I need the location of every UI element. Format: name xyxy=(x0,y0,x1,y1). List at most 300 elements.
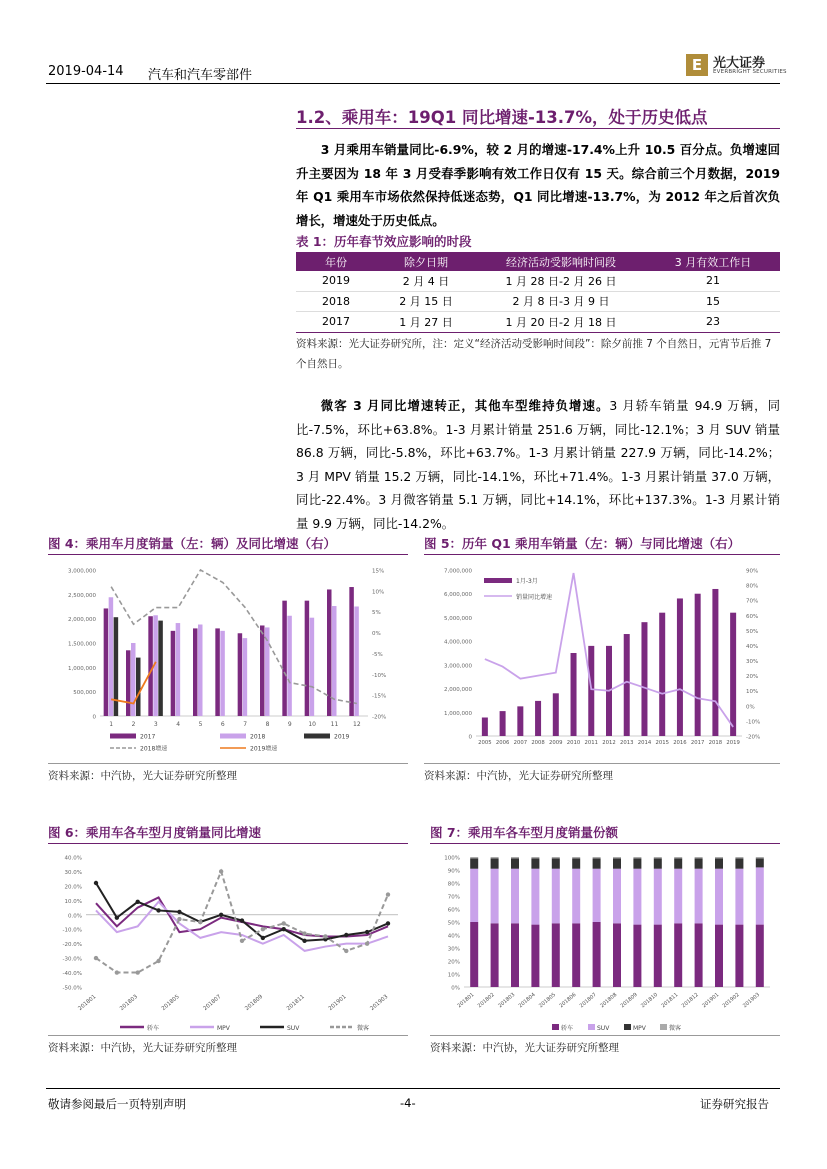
bar-微客-201903 xyxy=(756,857,764,858)
report-date: 2019-04-14 xyxy=(48,64,124,79)
x-tick-label: 2006 xyxy=(495,740,510,746)
legend-swatch-微客 xyxy=(660,1024,667,1030)
x-tick-label: 4 xyxy=(176,721,181,728)
point-SUV xyxy=(177,910,181,914)
legend-swatch-volume xyxy=(484,578,512,583)
fig6-source: 资料来源：中汽协，光大证券研究所整理 xyxy=(48,1042,237,1054)
bar-2017-8 xyxy=(260,625,265,716)
bar-2013 xyxy=(624,634,630,736)
x-tick-label: 201805 xyxy=(538,991,558,1010)
point-微客 xyxy=(219,869,223,873)
y-tick-label: 60% xyxy=(746,613,759,620)
fig5-title: 图 5：历年 Q1 乘用车销量（左：辆）与同比增速（右） xyxy=(424,536,741,551)
y-tick-label: 1,000,000 xyxy=(68,665,96,672)
y-tick-label: 7,000,000 xyxy=(444,568,472,575)
bar-微客-201808 xyxy=(613,857,621,858)
y-tick-label: 60% xyxy=(447,907,460,914)
bar-2017 xyxy=(695,594,701,736)
y-tick-label: 6,000,000 xyxy=(444,592,472,599)
y-tick-label: 80% xyxy=(447,881,460,888)
bar-2019 xyxy=(730,613,736,736)
legend-swatch-2017 xyxy=(110,734,136,739)
fig5-source: 资料来源：中汽协，光大证券研究所整理 xyxy=(424,770,613,782)
point-微客 xyxy=(386,892,390,896)
bar-SUV-201807 xyxy=(593,869,601,922)
bar-轿车-201810 xyxy=(654,925,662,987)
x-tick-label: 1 xyxy=(109,721,114,728)
x-tick-label: 2013 xyxy=(619,740,634,746)
bar-SUV-201901 xyxy=(715,869,723,925)
legend-label-growth: 销量同比增速 xyxy=(516,594,553,601)
y-tick-label: 50% xyxy=(746,628,759,635)
bar-SUV-201810 xyxy=(654,869,662,925)
x-tick-label: 201802 xyxy=(476,991,496,1010)
point-微客 xyxy=(198,920,202,924)
x-tick-label: 2014 xyxy=(637,740,652,746)
point-微客 xyxy=(177,917,181,921)
y-tick-label: 10% xyxy=(372,589,385,596)
bar-2017-5 xyxy=(193,628,198,716)
y-tick-label: -30.0% xyxy=(62,956,82,963)
point-微客 xyxy=(240,939,244,943)
y-tick-label: 15% xyxy=(372,568,385,575)
x-tick-label: 201903 xyxy=(369,993,390,1013)
legend-label-轿车: 轿车 xyxy=(147,1025,160,1032)
x-tick-label: 10 xyxy=(308,721,316,728)
x-tick-label: 201901 xyxy=(701,991,721,1010)
line-MPV xyxy=(96,902,388,951)
legend-label-微客: 微客 xyxy=(357,1025,370,1032)
bar-轿车-201903 xyxy=(756,925,764,987)
bar-SUV-201903 xyxy=(756,867,764,924)
legend-label-2018: 2018 xyxy=(250,733,266,741)
legend-swatch-轿车 xyxy=(552,1024,559,1030)
company-name: 光大证券 xyxy=(713,56,766,71)
y-tick-label: 30% xyxy=(746,659,759,666)
bar-微客-201801 xyxy=(470,857,478,858)
bar-2017-6 xyxy=(215,628,220,716)
table-cell: 23 xyxy=(646,312,780,333)
point-SUV xyxy=(282,927,286,931)
y-tick-label: 40% xyxy=(447,933,460,940)
point-SUV xyxy=(156,908,160,912)
fig7-svg xyxy=(430,847,780,1033)
x-tick-label: 2007 xyxy=(513,740,528,746)
bar-微客-201807 xyxy=(593,857,601,858)
x-tick-label: 3 xyxy=(153,721,158,728)
fig5-source-rule xyxy=(424,763,780,764)
company-logo-icon: E xyxy=(686,54,708,76)
legend-label-2019: 2019 xyxy=(334,733,350,741)
bar-轿车-201812 xyxy=(695,923,703,987)
table-cell: 2 月 8 日-3 月 9 日 xyxy=(476,291,646,312)
fig6-chart xyxy=(48,847,408,1033)
bar-2018-9 xyxy=(287,616,292,716)
y-tick-label: 500,000 xyxy=(73,690,96,697)
bar-SUV-201804 xyxy=(531,869,539,925)
bar-微客-201804 xyxy=(531,857,539,858)
fig4-source: 资料来源：中汽协，光大证券研究所整理 xyxy=(48,770,237,782)
bar-微客-201805 xyxy=(552,857,560,858)
bar-2010 xyxy=(571,653,577,736)
legend-label-轿车: 轿车 xyxy=(561,1025,574,1032)
y-tick-label: -50.0% xyxy=(62,985,82,992)
company-name-en: EVERBRIGHT SECURITIES xyxy=(713,69,787,75)
y-tick-label: 80% xyxy=(746,583,759,590)
x-tick-label: 201808 xyxy=(599,991,619,1010)
y-tick-label: 100% xyxy=(444,855,460,862)
bar-MPV-201806 xyxy=(572,858,580,868)
footer-disclaimer: 敬请参阅最后一页特别声明 xyxy=(48,1097,186,1111)
fig7-title: 图 7：乘用车各车型月度销量份额 xyxy=(430,825,619,840)
bar-2018-4 xyxy=(176,623,181,716)
x-tick-label: 2010 xyxy=(566,740,581,746)
table-cell: 2019 xyxy=(296,271,376,291)
y-tick-label: 10% xyxy=(746,689,759,696)
bar-MPV-201801 xyxy=(470,858,478,868)
x-tick-label: 201810 xyxy=(640,991,660,1010)
point-微客 xyxy=(136,970,140,974)
bar-2018-12 xyxy=(354,607,359,717)
table-header: 经济活动受影响时间段 xyxy=(476,252,646,271)
bar-MPV-201901 xyxy=(715,858,723,868)
point-微客 xyxy=(365,941,369,945)
y-tick-label: 40.0% xyxy=(64,855,82,862)
bar-2017-3 xyxy=(148,616,153,716)
fig5-rule xyxy=(424,554,780,555)
fig4-title: 图 4：乘用车月度销量（左：辆）及同比增速（右） xyxy=(48,536,337,551)
bar-2017-9 xyxy=(282,601,287,716)
point-微客 xyxy=(94,956,98,960)
x-tick-label: 2015 xyxy=(655,740,669,746)
bar-轿车-201811 xyxy=(674,923,682,987)
table-cell: 2 月 15 日 xyxy=(376,291,476,312)
y-tick-label: 2,500,000 xyxy=(68,592,96,599)
bar-SUV-201812 xyxy=(695,869,703,924)
table-header: 年份 xyxy=(296,252,376,271)
point-SUV xyxy=(261,936,265,940)
bar-微客-201811 xyxy=(674,857,682,858)
bar-2018 xyxy=(712,589,718,736)
table-cell: 1 月 20 日-2 月 18 日 xyxy=(476,312,646,333)
point-微客 xyxy=(261,927,265,931)
bar-轿车-201806 xyxy=(572,923,580,987)
bar-SUV-201806 xyxy=(572,869,580,924)
table-cell: 2 月 4 日 xyxy=(376,271,476,291)
legend-label-SUV: SUV xyxy=(287,1025,300,1032)
paragraph-2-lead: 微客 3 月同比增速转正，其他车型维持负增速。 xyxy=(320,398,610,413)
bar-2005 xyxy=(482,718,488,736)
table-cell: 1 月 27 日 xyxy=(376,312,476,333)
paragraph-2-body: 3 月轿车销量 94.9 万辆，同比-7.5%，环比+63.8%。1-3 月累计销量 251.6 万辆，同比-12.1%；3 月 SUV 销量 86.8 万辆，同比-5.8%，环比+63.7%。1-3 月累计销量 227.9 万辆，同比-14.2%；3 月 MPV 销量 15.2 万辆，同比-14.1%，环比+71.4%。1-3 月累计销量 37.0 万辆，同比-22.4%。3 月微客销量 5.1 万辆，同比+14.1%，环比+137.3%。1-3 月累计销量 9.9 万辆，同比-14.2%。 xyxy=(296,398,781,531)
y-tick-label: 20% xyxy=(746,674,759,681)
bar-微客-201812 xyxy=(695,857,703,858)
page-number: -4- xyxy=(400,1096,416,1110)
point-微客 xyxy=(323,934,327,938)
bar-MPV-201803 xyxy=(511,858,519,868)
y-tick-label: -10.0% xyxy=(62,927,82,934)
line-2018增速 xyxy=(111,570,357,703)
point-SUV xyxy=(115,915,119,919)
x-tick-label: 201902 xyxy=(721,991,741,1010)
bar-SUV-201802 xyxy=(491,869,499,924)
y-tick-label: 90% xyxy=(746,568,759,575)
report-sector: 汽车和汽车零部件 xyxy=(148,68,253,83)
table-header: 3 月有效工作日 xyxy=(646,252,780,271)
x-tick-label: 8 xyxy=(265,721,270,728)
fig6-rule xyxy=(48,843,408,844)
bar-2018-6 xyxy=(220,631,225,716)
x-tick-label: 12 xyxy=(353,721,361,728)
y-tick-label: 30% xyxy=(447,946,460,953)
legend-label-MPV: MPV xyxy=(217,1025,230,1032)
bar-MPV-201903 xyxy=(756,858,764,867)
fig5-chart xyxy=(424,558,780,760)
section-divider xyxy=(296,128,780,129)
y-tick-label: 0% xyxy=(372,631,381,638)
y-tick-label: 5,000,000 xyxy=(444,615,472,622)
y-tick-label: 5% xyxy=(372,610,381,617)
bar-SUV-201809 xyxy=(633,869,641,925)
bar-2014 xyxy=(641,622,647,736)
fig4-source-rule xyxy=(48,763,408,764)
y-tick-label: -15% xyxy=(372,693,387,700)
bar-2019-2 xyxy=(136,658,141,716)
y-tick-label: 0 xyxy=(92,714,96,721)
fig6-title: 图 6：乘用车各车型月度销量同比增速 xyxy=(48,825,262,840)
bar-2009 xyxy=(553,693,559,736)
bar-2018-7 xyxy=(243,638,248,716)
y-tick-label: 2,000,000 xyxy=(444,687,472,694)
x-tick-label: 5 xyxy=(198,721,203,728)
bar-微客-201806 xyxy=(572,857,580,858)
bar-轿车-201801 xyxy=(470,922,478,987)
point-SUV xyxy=(219,913,223,917)
bar-MPV-201804 xyxy=(531,858,539,868)
y-tick-label: -20% xyxy=(746,734,761,741)
bar-MPV-201812 xyxy=(695,858,703,868)
bar-2006 xyxy=(500,711,506,736)
bar-SUV-201902 xyxy=(735,869,743,925)
y-tick-label: 70% xyxy=(447,894,460,901)
bar-轿车-201902 xyxy=(735,925,743,987)
table-cell: 2017 xyxy=(296,312,376,333)
bar-SUV-201803 xyxy=(511,869,519,924)
y-tick-label: 3,000,000 xyxy=(444,663,472,670)
bar-SUV-201801 xyxy=(470,869,478,922)
x-tick-label: 201811 xyxy=(660,991,680,1010)
x-tick-label: 201803 xyxy=(119,993,139,1013)
bar-微客-201802 xyxy=(491,857,499,858)
bar-2017-1 xyxy=(104,608,109,716)
bar-微客-201810 xyxy=(654,857,662,858)
x-tick-label: 9 xyxy=(287,721,292,728)
bar-轿车-201804 xyxy=(531,925,539,987)
x-tick-label: 6 xyxy=(220,721,225,728)
x-tick-label: 201801 xyxy=(456,991,476,1010)
bar-轿车-201808 xyxy=(613,923,621,987)
y-tick-label: 4,000,000 xyxy=(444,639,472,646)
bar-SUV-201811 xyxy=(674,869,682,924)
legend-swatch-2018 xyxy=(220,734,246,739)
legend-label-SUV: SUV xyxy=(597,1025,610,1032)
x-tick-label: 201801 xyxy=(77,993,98,1013)
y-tick-label: 1,000,000 xyxy=(444,710,472,717)
bar-MPV-201808 xyxy=(613,858,621,868)
bar-2018-1 xyxy=(109,597,114,716)
line-SUV xyxy=(96,883,388,941)
bar-轿车-201809 xyxy=(633,925,641,987)
table-note: 资料来源：光大证券研究所，注：定义“经济活动受影响时间段”：除夕前推 7 个自然日，元宵节后推 7 个自然日。 xyxy=(296,338,772,370)
legend-swatch-MPV xyxy=(624,1024,631,1030)
y-tick-label: 50% xyxy=(447,920,460,927)
bar-MPV-201902 xyxy=(735,858,743,868)
point-微客 xyxy=(115,970,119,974)
y-tick-label: 40% xyxy=(746,643,759,650)
x-tick-label: 2 xyxy=(131,721,136,728)
point-SUV xyxy=(94,881,98,885)
bar-微客-201901 xyxy=(715,857,723,858)
bar-2016 xyxy=(677,598,683,736)
y-tick-label: 3,000,000 xyxy=(68,568,96,575)
y-tick-label: 1,500,000 xyxy=(68,641,96,648)
x-tick-label: 201812 xyxy=(680,991,700,1010)
x-tick-label: 11 xyxy=(330,721,339,728)
table-cell: 21 xyxy=(646,271,780,291)
point-微客 xyxy=(156,959,160,963)
table-caption: 表 1：历年春节效应影响的时段 xyxy=(296,234,472,249)
y-tick-label: 30.0% xyxy=(64,869,82,876)
x-tick-label: 201806 xyxy=(558,991,578,1010)
bar-2007 xyxy=(517,706,523,736)
header-divider xyxy=(46,83,780,84)
y-tick-label: -10% xyxy=(746,719,761,726)
y-tick-label: 2,000,000 xyxy=(68,617,96,624)
bar-2017-10 xyxy=(305,601,310,716)
y-tick-label: 20.0% xyxy=(64,884,82,891)
x-tick-label: 201901 xyxy=(327,993,348,1013)
y-tick-label: 20% xyxy=(447,959,460,966)
bar-2018-10 xyxy=(310,618,315,716)
bar-轿车-201807 xyxy=(593,922,601,987)
x-tick-label: 2009 xyxy=(549,740,563,746)
bar-2017-2 xyxy=(126,650,131,716)
y-tick-label: 90% xyxy=(447,868,460,875)
x-tick-label: 201804 xyxy=(517,991,537,1010)
paragraph-1: 3 月乘用车销量同比-6.9%，较 2 月的增速-17.4%上升 10.5 百分点。负增速回升主要因为 18 年 3 月受春季影响有效工作日仅有 15 天。综合前三个月数据，2019 年 Q1 乘用车市场依然保持低迷态势，Q1 同比增速-13.7%，为 2012 年之后首次负增长，增速处于历史低点。 xyxy=(296,142,780,228)
table-header: 除夕日期 xyxy=(376,252,476,271)
y-tick-label: 0.0% xyxy=(68,913,82,920)
fig5-svg xyxy=(424,558,780,760)
y-tick-label: 0 xyxy=(468,734,472,741)
point-微客 xyxy=(344,949,348,953)
bar-微客-201902 xyxy=(735,857,743,858)
y-tick-label: 10% xyxy=(447,972,460,979)
x-tick-label: 2019 xyxy=(726,740,740,746)
x-tick-label: 2011 xyxy=(584,740,599,746)
x-tick-label: 201803 xyxy=(497,991,517,1010)
bar-2018-2 xyxy=(131,643,136,716)
bar-2017-4 xyxy=(171,631,176,716)
bar-MPV-201811 xyxy=(674,858,682,868)
fig6-svg xyxy=(48,847,408,1033)
section-title: 1.2、乘用车：19Q1 同比增速-13.7%，处于历史低点 xyxy=(296,108,708,127)
fig7-source: 资料来源：中汽协，光大证券研究所整理 xyxy=(430,1042,619,1054)
point-SUV xyxy=(344,933,348,937)
x-tick-label: 201805 xyxy=(160,993,181,1013)
point-微客 xyxy=(282,921,286,925)
x-tick-label: 2008 xyxy=(531,740,545,746)
y-tick-label: 70% xyxy=(746,598,759,605)
bar-MPV-201810 xyxy=(654,858,662,868)
x-tick-label: 2005 xyxy=(478,740,492,746)
y-tick-label: 0% xyxy=(451,985,460,992)
table-row xyxy=(296,291,780,312)
y-tick-label: -20.0% xyxy=(62,942,82,949)
point-SUV xyxy=(240,918,244,922)
y-tick-label: -40.0% xyxy=(62,971,82,978)
x-tick-label: 201809 xyxy=(619,991,639,1010)
point-微客 xyxy=(302,931,306,935)
legend-label-2018增速: 2018增速 xyxy=(140,745,168,753)
x-tick-label: 7 xyxy=(243,721,248,728)
bar-MPV-201802 xyxy=(491,858,499,868)
legend-swatch-SUV xyxy=(588,1024,595,1030)
bar-轿车-201803 xyxy=(511,923,519,987)
fig4-chart xyxy=(48,558,408,760)
x-tick-label: 2017 xyxy=(690,740,705,746)
x-tick-label: 2012 xyxy=(602,740,616,746)
footer-report-type: 证券研究报告 xyxy=(700,1097,769,1111)
legend-label-MPV: MPV xyxy=(633,1025,646,1032)
fig4-svg xyxy=(48,558,408,760)
bar-2011 xyxy=(588,646,594,736)
bar-微客-201809 xyxy=(633,857,641,858)
fig6-source-rule xyxy=(48,1035,408,1036)
legend-swatch-2019 xyxy=(304,734,330,739)
point-SUV xyxy=(302,939,306,943)
x-tick-label: 2016 xyxy=(673,740,687,746)
x-tick-label: 201811 xyxy=(285,993,306,1013)
fig7-chart xyxy=(430,847,780,1033)
bar-轿车-201805 xyxy=(552,923,560,987)
legend-label-2019增速: 2019增速 xyxy=(250,745,278,753)
fig7-source-rule xyxy=(430,1035,780,1036)
point-SUV xyxy=(386,921,390,925)
bar-MPV-201809 xyxy=(633,858,641,868)
bar-2015 xyxy=(659,613,665,736)
table-cell: 2018 xyxy=(296,291,376,312)
bar-2017-12 xyxy=(349,587,354,716)
bar-2018-5 xyxy=(198,625,203,716)
y-tick-label: -20% xyxy=(372,714,387,721)
bar-SUV-201805 xyxy=(552,869,560,924)
holiday-table xyxy=(296,252,780,333)
y-tick-label: 10.0% xyxy=(64,898,82,905)
x-tick-label: 201807 xyxy=(202,993,223,1013)
table-row xyxy=(296,312,780,333)
y-tick-label: -10% xyxy=(372,672,387,679)
fig7-rule xyxy=(430,843,780,844)
y-tick-label: 0% xyxy=(746,704,755,711)
bar-2008 xyxy=(535,701,541,736)
table-cell: 1 月 28 日-2 月 26 日 xyxy=(476,271,646,291)
y-tick-label: -5% xyxy=(372,651,383,658)
x-tick-label: 201903 xyxy=(742,991,762,1010)
x-tick-label: 201807 xyxy=(578,991,598,1010)
bar-2017-7 xyxy=(238,633,243,716)
paragraph-2 xyxy=(296,394,780,535)
